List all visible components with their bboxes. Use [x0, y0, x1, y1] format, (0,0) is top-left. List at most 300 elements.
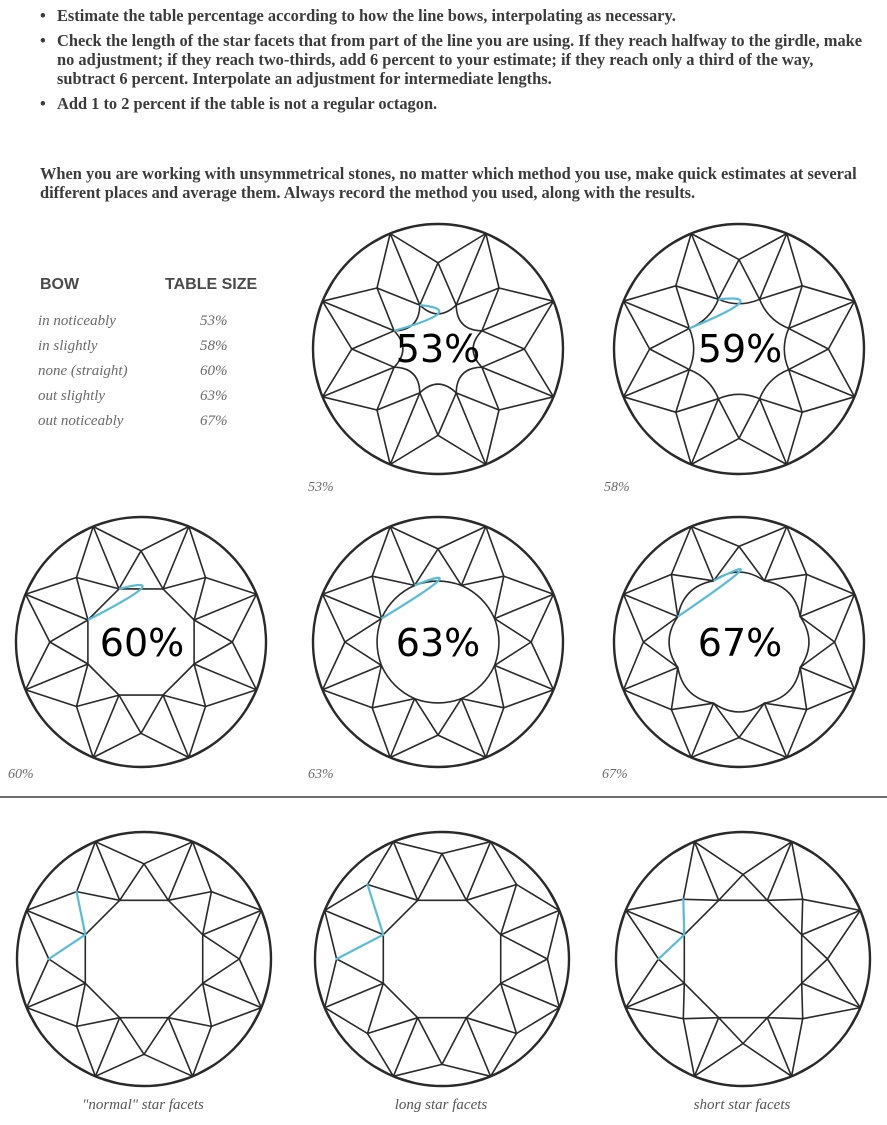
- star-facet-edge: [77, 578, 120, 589]
- upper-girdle-edge: [257, 594, 265, 620]
- bezel-facet-edge: [93, 733, 141, 757]
- main-facet-edge: [323, 594, 382, 618]
- main-facet-edge: [26, 664, 88, 690]
- star-facet-edge: [77, 1018, 120, 1027]
- upper-girdle-edge: [855, 371, 863, 397]
- star-facet-edge: [671, 574, 713, 580]
- bezel-facet-edge: [792, 1019, 803, 1077]
- bezel-facet-edge: [683, 1019, 694, 1077]
- main-facet-edge: [495, 594, 554, 618]
- upper-girdle-edge: [691, 226, 717, 234]
- upper-girdle-edge: [618, 981, 626, 1008]
- star-facet-edge: [739, 399, 760, 439]
- star-facet-edge: [764, 703, 806, 709]
- main-facet-edge: [393, 1018, 417, 1077]
- upper-girdle-edge: [860, 910, 868, 937]
- star-facet-edge: [760, 399, 803, 413]
- star-facet-edge: [739, 703, 764, 737]
- star-facet-edge: [800, 667, 806, 709]
- table-edge: [760, 299, 789, 328]
- star-facet-edge: [501, 983, 517, 1033]
- star-facet-edge: [120, 1018, 144, 1055]
- star-facet-edge: [438, 549, 461, 586]
- upper-girdle-edge: [19, 910, 27, 937]
- table-row: [38, 388, 278, 405]
- upper-girdle-edge: [559, 981, 567, 1008]
- upper-girdle-edge: [559, 910, 567, 937]
- upper-girdle-edge: [626, 886, 639, 910]
- bezel-facet-edge: [499, 397, 554, 410]
- star-facet-edge: [683, 983, 684, 1018]
- star-facet-edge: [203, 935, 240, 959]
- upper-girdle-edge: [761, 758, 787, 766]
- star-facet-edge: [719, 875, 743, 901]
- star-facet-highlight: [368, 885, 384, 935]
- star-facet-edge: [442, 854, 466, 901]
- long-star-facets-diagram: [311, 828, 573, 1090]
- table-edge: [760, 370, 789, 399]
- upper-girdle-edge: [626, 1008, 639, 1032]
- upper-girdle-edge: [694, 1076, 721, 1084]
- star-facet-edge: [77, 578, 88, 621]
- star-facet-edge: [141, 695, 163, 733]
- table-size-cell: 67%: [200, 413, 228, 429]
- bezel-facet-edge: [438, 234, 486, 263]
- star-facet-edge: [438, 699, 461, 736]
- bezel-facet-edge: [499, 288, 554, 301]
- upper-girdle-edge: [261, 910, 269, 937]
- star-facet-edge: [671, 703, 713, 709]
- star-facet-caption: short star facets: [693, 1097, 791, 1113]
- main-facet-edge: [624, 301, 690, 328]
- upper-girdle-edge: [667, 527, 691, 540]
- upper-girdle-edge: [390, 226, 416, 234]
- bezel-facet-edge: [93, 527, 141, 551]
- table-edge: [88, 664, 119, 695]
- bezel-facet-edge: [739, 234, 787, 260]
- star-facet-edge: [789, 286, 803, 329]
- table-percent-label: 59%: [697, 327, 783, 371]
- upper-girdle-edge: [616, 664, 624, 690]
- table-edge: [767, 983, 801, 1017]
- bezel-facet-edge: [442, 1064, 491, 1076]
- star-facet-edge: [764, 574, 806, 580]
- star-facet-edge: [141, 551, 163, 589]
- star-facet-edge: [368, 983, 384, 1033]
- bezel-facet-edge: [547, 959, 559, 1008]
- table-edge: [678, 581, 714, 617]
- upper-girdle-edge: [691, 519, 717, 527]
- main-facet-edge: [390, 527, 414, 586]
- upper-girdle-edge: [554, 301, 562, 327]
- upper-girdle-edge: [460, 519, 486, 527]
- upper-girdle-edge: [624, 690, 637, 714]
- upper-girdle-edge: [761, 519, 787, 527]
- star-facet-edge: [683, 899, 718, 900]
- upper-girdle-edge: [460, 226, 486, 234]
- star-facet-edge: [789, 370, 803, 413]
- upper-girdle-edge: [19, 981, 27, 1008]
- bezel-facet-edge: [626, 1008, 684, 1019]
- main-facet-edge: [461, 699, 485, 758]
- instructions-paragraph: When you are working with unsymmetrical stones, no matter which method you use, make quick estimates at several different places and average them. Always record the method you used, along with the results.: [40, 164, 857, 202]
- star-facet-edge: [676, 399, 719, 413]
- table-edge: [88, 589, 119, 620]
- main-facet-edge: [501, 910, 560, 934]
- main-facet-edge: [466, 842, 490, 901]
- star-facet-edge: [420, 393, 438, 435]
- bezel-facet-edge: [393, 842, 442, 854]
- main-facet-edge: [163, 695, 189, 757]
- table-size-cell: 60%: [200, 363, 228, 379]
- star-facet-edge: [203, 892, 212, 935]
- star-facet-edge: [163, 695, 206, 706]
- upper-girdle-edge: [616, 301, 624, 327]
- table-edge: [85, 983, 119, 1017]
- star-facet-edge: [368, 885, 418, 901]
- upper-girdle-edge: [670, 842, 694, 855]
- table-edge: [764, 581, 800, 617]
- upper-girdle-edge: [855, 664, 863, 690]
- star-facet-edge: [77, 695, 120, 706]
- instruction-item: • Add 1 to 2 percent if the table is not a regular octagon.: [40, 94, 870, 113]
- upper-girdle-edge: [792, 842, 816, 855]
- normal-star-facets-diagram: [13, 828, 275, 1090]
- instruction-item: • Estimate the table percentage according to how the line bows, interpolating as necessary.: [40, 6, 870, 25]
- star-facet-edge: [372, 699, 414, 708]
- bezel-facet-edge: [325, 959, 337, 1008]
- main-facet-edge: [760, 234, 787, 300]
- bezel-facet-edge: [323, 397, 378, 410]
- upper-girdle-edge: [618, 910, 626, 937]
- bezel-facet-edge: [442, 842, 491, 854]
- star-facet-edge: [718, 260, 739, 300]
- main-facet-edge: [466, 1018, 490, 1077]
- bezel-facet-edge: [803, 899, 861, 910]
- upper-girdle-edge: [554, 664, 562, 690]
- bezel-facet-edge: [792, 842, 803, 900]
- upper-girdle-edge: [323, 397, 336, 421]
- main-facet-edge: [691, 234, 718, 300]
- star-facet-edge: [802, 983, 803, 1018]
- main-facet-edge: [325, 983, 384, 1007]
- star-facet-edge: [802, 935, 828, 959]
- table-edge: [466, 983, 500, 1017]
- upper-girdle-edge: [855, 301, 863, 327]
- star-facet-edge: [676, 370, 690, 413]
- star-facet-edge: [144, 1018, 168, 1055]
- star-facet-edge: [77, 664, 88, 707]
- upper-girdle-edge: [761, 226, 787, 234]
- short-star-facets-diagram: [612, 828, 874, 1090]
- girdle-outline: [616, 832, 870, 1086]
- bezel-facet-edge: [626, 899, 684, 910]
- main-facet-edge: [461, 527, 485, 586]
- star-facet-edge: [168, 892, 211, 901]
- upper-girdle-edge: [670, 1063, 694, 1076]
- star-facet-edge: [77, 892, 120, 901]
- table-edge: [767, 900, 801, 934]
- main-facet-edge: [789, 370, 855, 397]
- table-row: [38, 363, 278, 380]
- table-edge: [714, 703, 765, 712]
- star-facet-edge: [466, 885, 516, 901]
- star-facet-edge: [495, 665, 504, 707]
- upper-girdle-edge: [315, 371, 323, 397]
- main-facet-edge: [393, 842, 417, 901]
- star-facet-edge: [760, 286, 803, 300]
- star-facet-highlight: [683, 899, 684, 934]
- star-facet-edge: [442, 1018, 466, 1065]
- upper-girdle-edge: [393, 834, 420, 842]
- table-edge: [718, 394, 759, 398]
- upper-girdle-edge: [486, 234, 510, 247]
- upper-girdle-edge: [315, 664, 323, 690]
- star-facet-edge: [203, 959, 240, 983]
- upper-girdle-edge: [486, 451, 510, 464]
- star-facet-edge: [466, 1018, 516, 1034]
- star-facet-edge: [714, 703, 739, 737]
- bow-cell: none (straight): [38, 363, 128, 379]
- star-facet-edge: [415, 699, 438, 736]
- table-edge: [163, 664, 194, 695]
- upper-girdle-edge: [460, 758, 486, 766]
- table-edge: [456, 367, 482, 393]
- star-facet-highlight: [77, 892, 86, 935]
- table-row: [38, 413, 278, 430]
- star-facet-edge: [163, 578, 206, 589]
- upper-girdle-edge: [841, 570, 854, 594]
- bezel-facet-edge: [390, 234, 438, 263]
- upper-girdle-edge: [624, 570, 637, 594]
- upper-girdle-edge: [166, 1076, 193, 1084]
- upper-girdle-edge: [166, 834, 193, 842]
- star-facet-edge: [719, 1018, 743, 1044]
- table-edge: [163, 589, 194, 620]
- star-facet-edge: [418, 1018, 442, 1065]
- table-percent-label: 53%: [395, 327, 481, 371]
- table-edge: [684, 900, 718, 934]
- upper-girdle-edge: [163, 519, 189, 527]
- bezel-facet-edge: [323, 288, 378, 301]
- upper-girdle-edge: [317, 910, 325, 937]
- table-edge: [85, 900, 119, 934]
- stone-caption: 53%: [308, 480, 334, 495]
- table-edge: [383, 900, 417, 934]
- main-facet-edge: [501, 983, 560, 1007]
- star-facet-edge: [802, 899, 803, 934]
- main-facet-edge: [194, 664, 256, 690]
- upper-girdle-edge: [616, 594, 624, 620]
- upper-girdle-edge: [390, 758, 416, 766]
- star-facet-edge: [203, 983, 212, 1026]
- main-facet-edge: [93, 695, 119, 757]
- main-facet-edge: [26, 594, 88, 620]
- table-line-highlight: [88, 585, 143, 620]
- star-facet-edge: [767, 899, 802, 900]
- table-edge: [383, 983, 417, 1017]
- bezel-facet-edge: [390, 435, 438, 464]
- star-facet-edge: [802, 959, 828, 983]
- table-edge: [420, 384, 456, 393]
- bezel-facet-edge: [691, 234, 739, 260]
- bezel-facet-edge: [377, 234, 390, 289]
- star-facet-edge: [461, 699, 503, 708]
- star-facet-edge: [337, 959, 384, 983]
- star-facet-edge: [194, 578, 205, 621]
- star-facet-edge: [77, 983, 86, 1026]
- table-edge: [764, 667, 800, 703]
- upper-girdle-edge: [855, 594, 863, 620]
- star-facet-edge: [418, 854, 442, 901]
- upper-girdle-edge: [860, 981, 868, 1008]
- star-facet-highlight: [49, 935, 86, 959]
- upper-girdle-edge: [315, 594, 323, 620]
- upper-girdle-edge: [540, 397, 553, 421]
- main-facet-edge: [789, 301, 855, 328]
- bezel-facet-edge: [547, 910, 559, 959]
- star-facet-edge: [501, 935, 548, 959]
- star-facet-edge: [718, 399, 739, 439]
- main-facet-edge: [760, 399, 787, 465]
- upper-girdle-edge: [554, 371, 562, 397]
- bow-cell: in noticeably: [38, 313, 116, 329]
- star-facet-edge: [739, 260, 760, 300]
- star-facet-edge: [676, 286, 690, 329]
- bezel-facet-edge: [377, 410, 390, 465]
- table-percent-label: 63%: [395, 621, 481, 665]
- main-facet-edge: [390, 699, 414, 758]
- upper-girdle-edge: [460, 465, 486, 473]
- upper-girdle-edge: [18, 594, 26, 620]
- star-facet-edge: [461, 576, 503, 585]
- upper-girdle-edge: [667, 744, 691, 757]
- star-facet-edge: [49, 959, 86, 983]
- stone-caption: 67%: [602, 767, 628, 782]
- section-divider: [0, 796, 887, 798]
- star-facet-edge: [743, 875, 767, 901]
- table-edge: [168, 983, 202, 1017]
- table-row: [38, 338, 278, 355]
- table-edge: [689, 299, 718, 328]
- upper-girdle-edge: [464, 1076, 491, 1084]
- upper-girdle-edge: [317, 981, 325, 1008]
- star-facet-edge: [119, 695, 141, 733]
- bezel-facet-edge: [683, 842, 694, 900]
- star-facet-caption: long star facets: [394, 1097, 488, 1113]
- star-facet-edge: [120, 864, 144, 901]
- star-facet-edge: [438, 263, 456, 305]
- table-edge: [466, 900, 500, 934]
- star-facet-edge: [368, 1018, 418, 1034]
- star-facet-edge: [495, 576, 504, 618]
- upper-girdle-edge: [761, 465, 787, 473]
- star-facet-edge: [671, 574, 677, 616]
- main-facet-edge: [495, 665, 554, 689]
- upper-girdle-edge: [95, 1076, 122, 1084]
- upper-girdle-edge: [694, 834, 721, 842]
- bezel-facet-edge: [486, 410, 499, 465]
- instruction-item: • Check the length of the star facets that from part of the line you are using. If they reach halfway to the girdle, make no adjustment; if they reach two-thirds, add 6 percent to your estimate; if they reach only a third of the way, subtract 6 percent. Interpolate an adjustment for intermediate lengths.: [40, 31, 870, 88]
- star-facet-edge: [743, 1018, 767, 1044]
- table-edge: [381, 665, 414, 698]
- main-facet-edge: [93, 527, 119, 589]
- main-facet-edge: [323, 665, 382, 689]
- upper-girdle-edge: [393, 1076, 420, 1084]
- star-facet-edge: [767, 1018, 802, 1019]
- star-facet-edge: [194, 664, 205, 707]
- table-size-cell: 63%: [200, 388, 228, 404]
- upper-girdle-edge: [390, 465, 416, 473]
- bezel-facet-edge: [739, 438, 787, 464]
- bow-cell: out noticeably: [38, 413, 124, 429]
- bow-column-header: BOW: [40, 276, 80, 293]
- table-edge: [168, 900, 202, 934]
- table-edge: [684, 983, 718, 1017]
- upper-girdle-edge: [787, 744, 811, 757]
- upper-girdle-edge: [616, 371, 624, 397]
- star-facet-edge: [800, 574, 806, 616]
- table-edge: [415, 699, 462, 703]
- table-edge: [689, 370, 718, 399]
- upper-girdle-edge: [792, 1063, 816, 1076]
- table-size-cell: 53%: [200, 313, 228, 329]
- upper-girdle-edge: [841, 690, 854, 714]
- upper-girdle-edge: [691, 465, 717, 473]
- upper-girdle-edge: [691, 758, 717, 766]
- upper-girdle-edge: [315, 301, 323, 327]
- upper-girdle-edge: [554, 594, 562, 620]
- upper-girdle-edge: [261, 981, 269, 1008]
- star-facet-edge: [683, 1018, 718, 1019]
- main-facet-edge: [325, 910, 384, 934]
- star-facet-edge: [501, 959, 548, 983]
- table-edge: [394, 367, 420, 393]
- bezel-facet-edge: [438, 435, 486, 464]
- star-facet-edge: [676, 286, 719, 300]
- upper-girdle-edge: [323, 277, 336, 301]
- girdle-outline: [315, 832, 569, 1086]
- star-facet-edge: [659, 959, 685, 983]
- upper-girdle-edge: [366, 451, 390, 464]
- upper-girdle-edge: [540, 277, 553, 301]
- star-facet-edge: [438, 393, 456, 435]
- main-facet-edge: [194, 594, 256, 620]
- star-facet-edge: [671, 667, 677, 709]
- bezel-facet-edge: [803, 1008, 861, 1019]
- table-edge: [678, 667, 714, 703]
- bow-cell: in slightly: [38, 338, 98, 354]
- main-facet-edge: [691, 399, 718, 465]
- girdle-outline: [17, 832, 271, 1086]
- star-facet-edge: [372, 665, 381, 707]
- upper-girdle-edge: [847, 886, 860, 910]
- bow-cell: out slightly: [38, 388, 106, 404]
- upper-girdle-edge: [765, 834, 792, 842]
- upper-girdle-edge: [93, 758, 119, 766]
- stone-caption: 60%: [8, 767, 34, 782]
- upper-girdle-edge: [257, 664, 265, 690]
- star-facet-caption: "normal" star facets: [82, 1097, 204, 1113]
- star-facet-edge: [372, 576, 381, 618]
- bezel-facet-edge: [691, 438, 739, 464]
- upper-girdle-edge: [366, 234, 390, 247]
- bezel-facet-edge: [141, 527, 189, 551]
- star-facet-edge: [144, 864, 168, 901]
- instruction-list: [40, 6, 870, 119]
- bezel-facet-edge: [141, 733, 189, 757]
- table-size-column-header: TABLE SIZE: [165, 276, 258, 293]
